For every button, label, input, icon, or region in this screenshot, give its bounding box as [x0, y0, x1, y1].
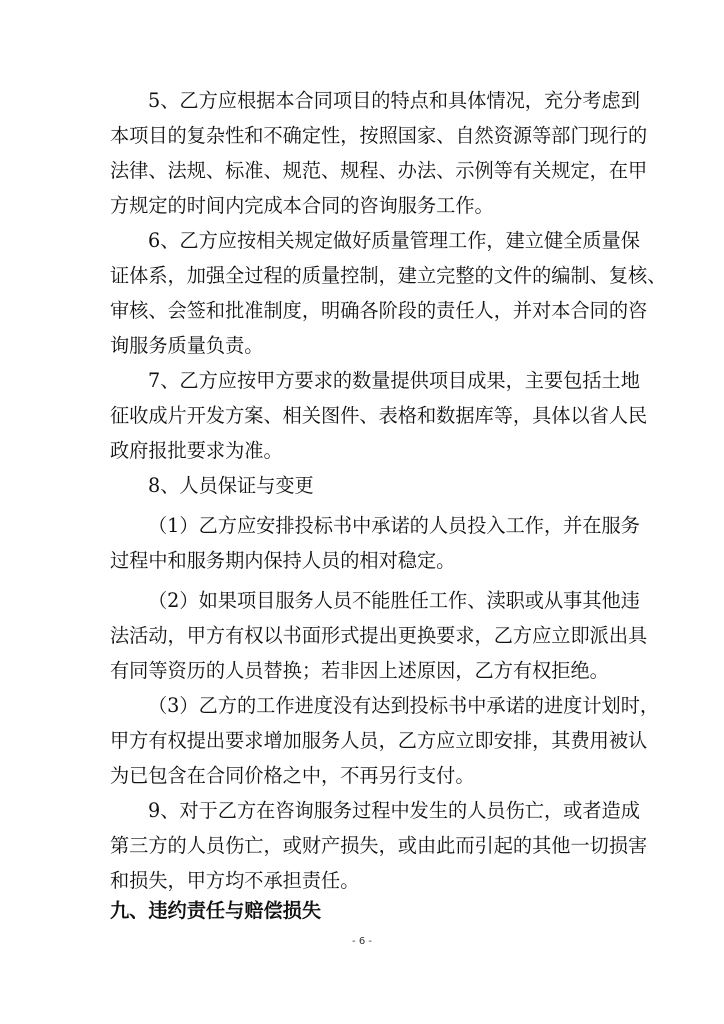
paragraph-9-line-2: 第三方的人员伤亡，或财产损失，或由此而引起的其他一切损害: [110, 834, 648, 857]
paragraph-8-3-line-1: （3）乙方的工作进度没有达到投标书中承诺的进度计划时，: [148, 694, 660, 717]
paragraph-6-line-3: 审核、会签和批准制度，明确各阶段的责任人，并对本合同的咨: [110, 299, 648, 322]
paragraph-8-2-line-2: 法活动，甲方有权以书面形式提出更换要求，乙方应立即派出具: [110, 624, 648, 647]
paragraph-6-line-1: 6、乙方应按相关规定做好质量管理工作，建立健全质量保: [148, 229, 640, 252]
paragraph-6-line-2: 证体系，加强全过程的质量控制，建立完整的文件的编制、复核、: [110, 264, 667, 287]
paragraph-9-line-3: 和损失，甲方均不承担责任。: [110, 869, 360, 892]
paragraph-8-3-line-2: 甲方有权提出要求增加服务人员，乙方应立即安排，其费用被认: [110, 729, 648, 752]
paragraph-8-1-line-2: 过程中和服务期内保持人员的相对稳定。: [110, 549, 456, 572]
paragraph-8-heading: 8、人员保证与变更: [148, 474, 314, 497]
paragraph-7-line-3: 政府报批要求为准。: [110, 439, 283, 462]
paragraph-8-2-line-3: 有同等资历的人员替换；若非因上述原因，乙方有权拒绝。: [110, 659, 609, 682]
paragraph-5-line-4: 方规定的时间内完成本合同的咨询服务工作。: [110, 194, 494, 217]
paragraph-5-line-3: 法律、法规、标准、规范、规程、办法、示例等有关规定，在甲: [110, 159, 648, 182]
paragraph-8-2-line-1: （2）如果项目服务人员不能胜任工作、渎职或从事其他违: [148, 589, 640, 612]
paragraph-9-line-1: 9、对于乙方在咨询服务过程中发生的人员伤亡，或者造成: [148, 799, 640, 822]
paragraph-5-line-1: 5、乙方应根据本合同项目的特点和具体情况，充分考虑到: [148, 89, 640, 112]
section-heading: 九、违约责任与赔偿损失: [110, 899, 322, 922]
page-number: - 6 -: [352, 936, 372, 947]
paragraph-7-line-2: 征收成片开发方案、相关图件、表格和数据库等，具体以省人民: [110, 404, 648, 427]
paragraph-6-line-4: 询服务质量负责。: [110, 334, 264, 357]
paragraph-5-line-2: 本项目的复杂性和不确定性，按照国家、自然资源等部门现行的: [110, 124, 648, 147]
paragraph-7-line-1: 7、乙方应按甲方要求的数量提供项目成果，主要包括土地: [148, 369, 640, 392]
paragraph-8-1-line-1: （1）乙方应安排投标书中承诺的人员投入工作，并在服务: [148, 514, 640, 537]
paragraph-8-3-line-3: 为已包含在合同价格之中，不再另行支付。: [110, 764, 475, 787]
